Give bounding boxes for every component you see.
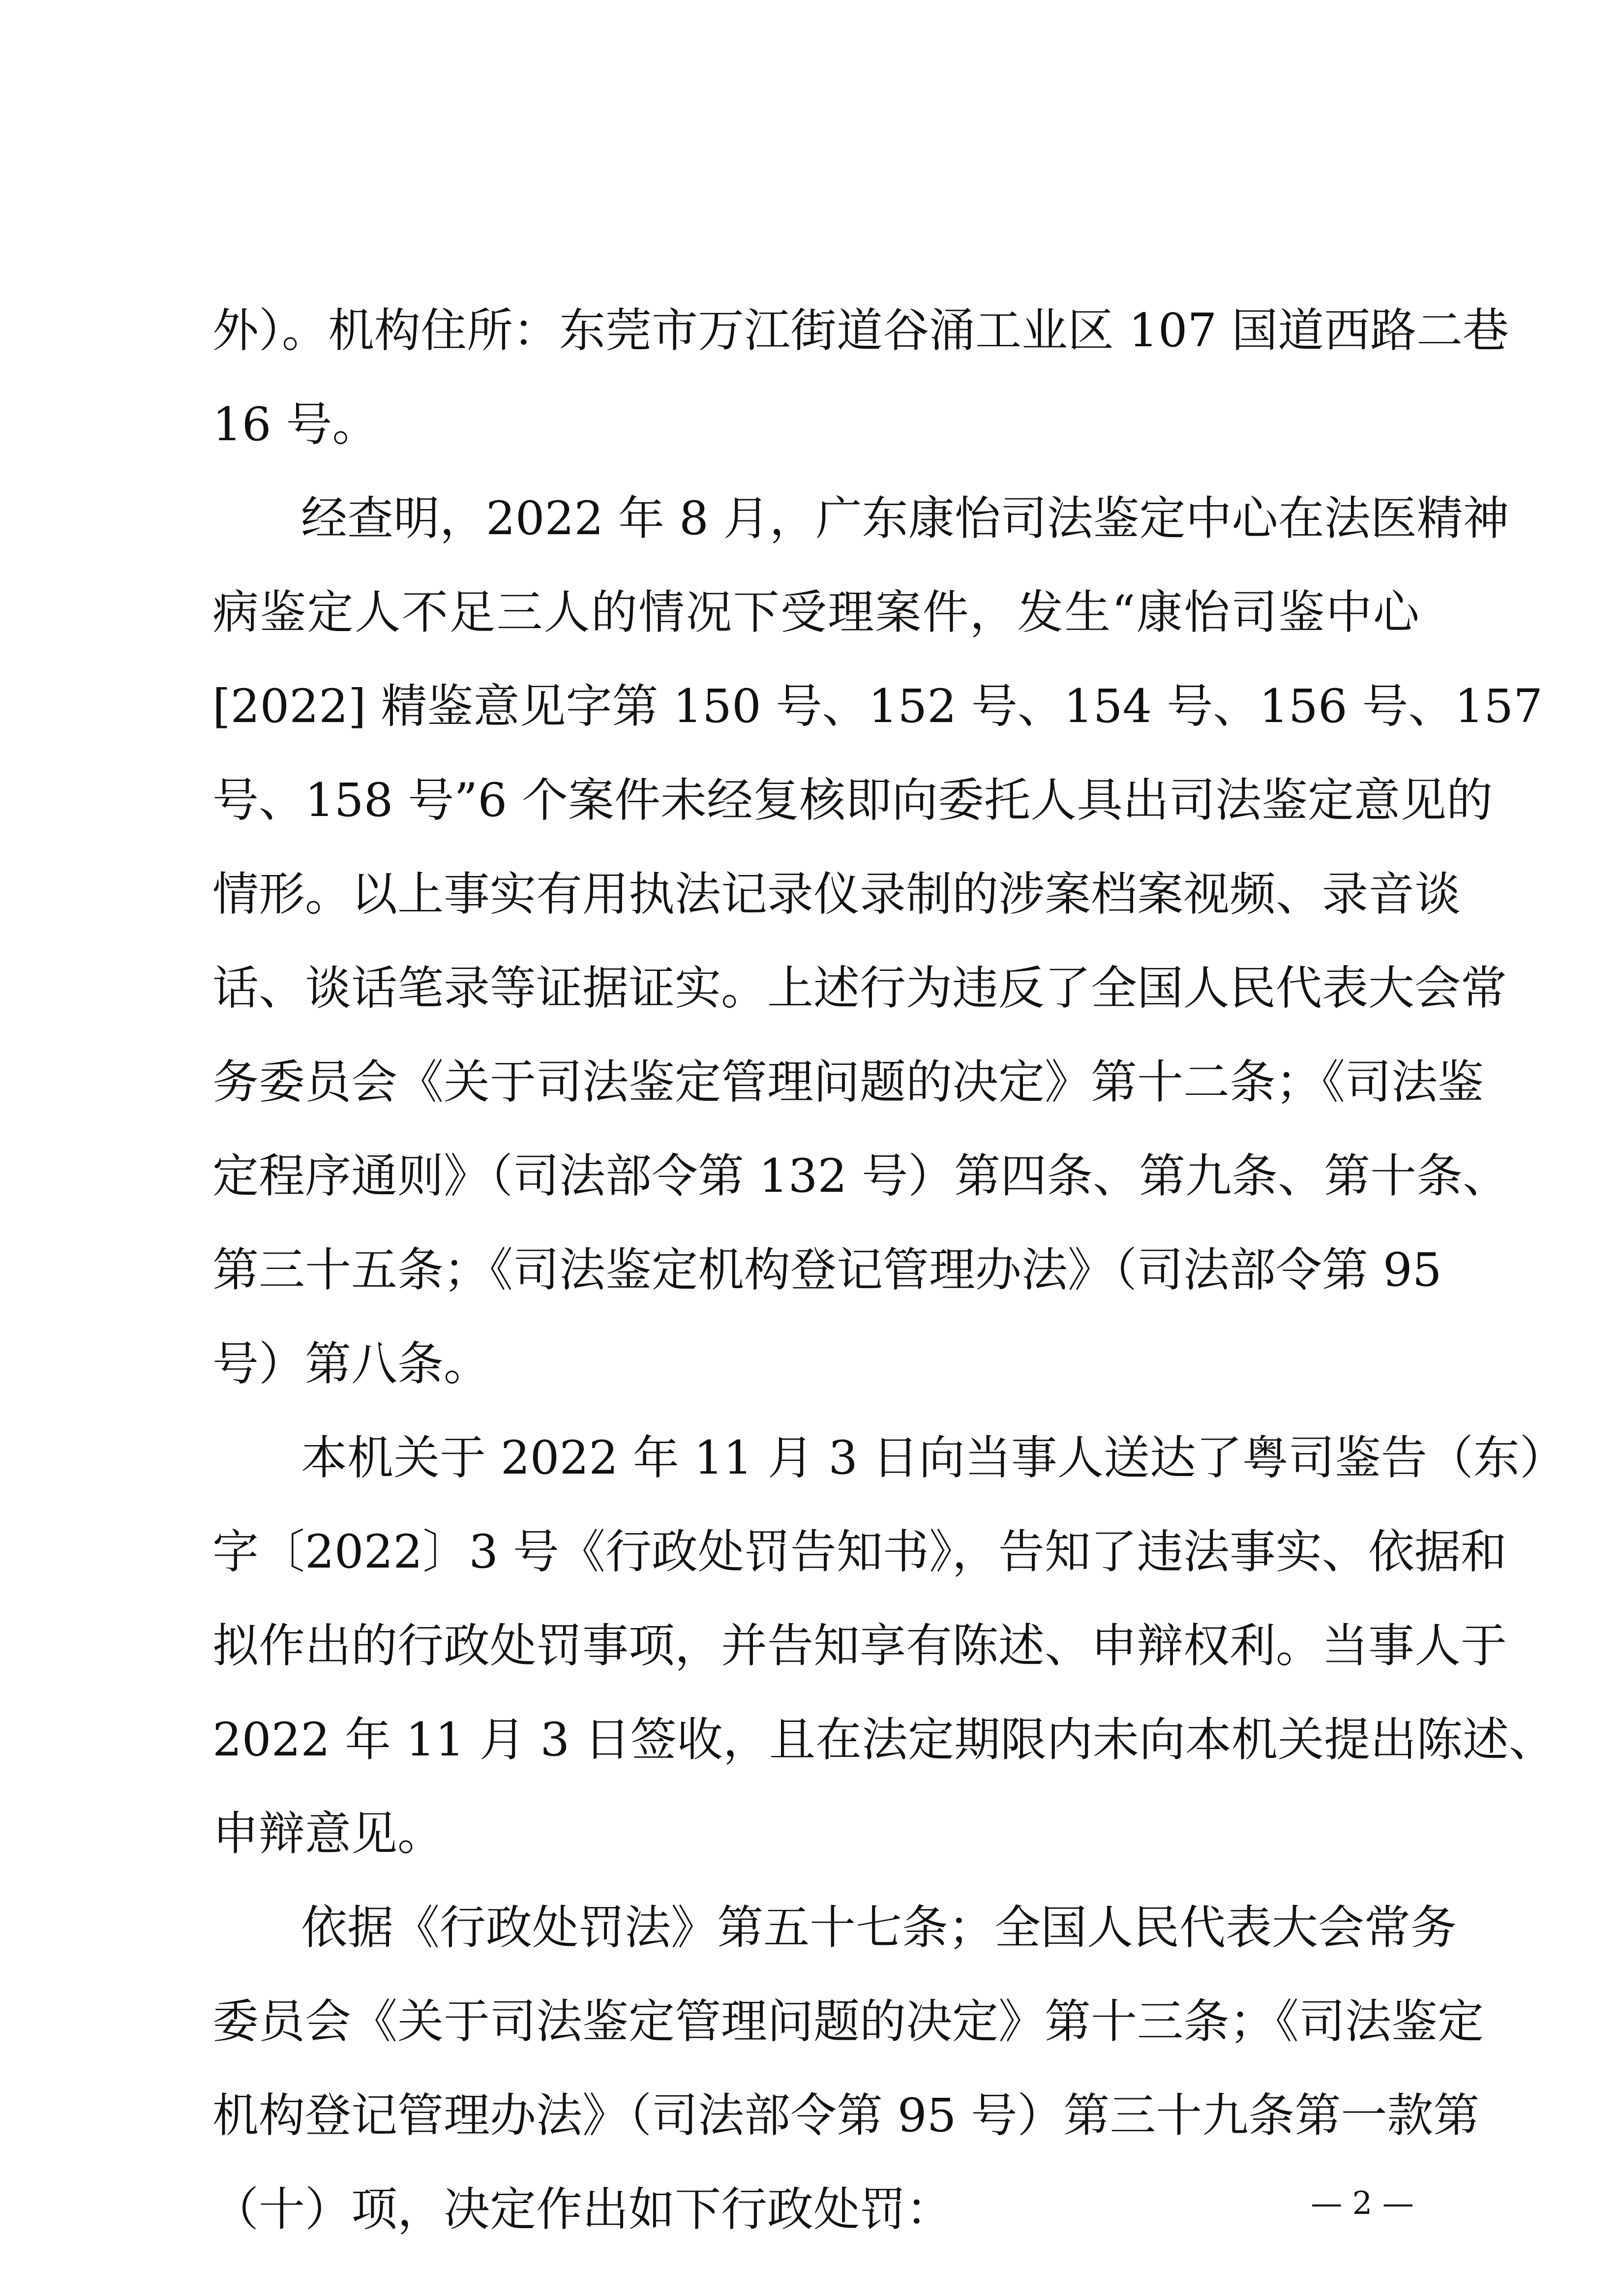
paragraph-first-line: 经查明，2022 年 8 月，广东康怡司法鉴定中心在法医精神	[301, 492, 1509, 545]
text-line: 申辩意见。	[212, 1807, 444, 1861]
paragraph-first-line: 本机关于 2022 年 11 月 3 日向当事人送达了粤司鉴告（东）	[301, 1431, 1566, 1485]
text-line: 号、158 号”6 个案件未经复核即向委托人具出司法鉴定意见的	[212, 774, 1493, 827]
text-line: 号）第八条。	[212, 1337, 490, 1391]
text-line: 机构登记管理办法》（司法部令第 95 号）第三十九条第一款第	[212, 2089, 1480, 2143]
text-line: [2022] 精鉴意见字第 150 号、152 号、154 号、156 号、157	[212, 680, 1543, 733]
text-line: 16 号。	[212, 398, 379, 452]
text-line: 字〔2022〕3 号《行政处罚告知书》，告知了违法事实、依据和	[212, 1525, 1507, 1579]
text-line: 务委员会《关于司法鉴定管理问题的决定》第十二条；《司法鉴	[212, 1056, 1484, 1109]
text-line: 话、谈话笔录等证据证实。上述行为违反了全国人民代表大会常	[212, 962, 1507, 1015]
text-line: 外）。机构住所：东莞市万江街道谷涌工业区 107 国道西路二巷	[212, 304, 1509, 358]
paragraph-first-line: 依据《行政处罚法》第五十七条；全国人民代表大会常务	[301, 1901, 1457, 1955]
text-line: 第三十五条；《司法鉴定机构登记管理办法》（司法部令第 95	[212, 1243, 1442, 1297]
text-line: 病鉴定人不足三人的情况下受理案件，发生“康怡司鉴中心	[212, 586, 1419, 639]
text-line: （十）项，决定作出如下行政处罚：	[212, 2183, 953, 2236]
text-line: 委员会《关于司法鉴定管理问题的决定》第十三条；《司法鉴定	[212, 1995, 1484, 2049]
text-line: 2022 年 11 月 3 日签收，且在法定期限内未向本机关提出陈述、	[212, 1713, 1556, 1767]
page-number: — 2 —	[1311, 2185, 1414, 2222]
text-line: 拟作出的行政处罚事项，并告知享有陈述、申辩权利。当事人于	[212, 1619, 1507, 1673]
text-line: 定程序通则》（司法部令第 132 号）第四条、第九条、第十条、	[212, 1149, 1509, 1203]
text-line: 情形。以上事实有用执法记录仪录制的涉案档案视频、录音谈	[212, 868, 1461, 921]
